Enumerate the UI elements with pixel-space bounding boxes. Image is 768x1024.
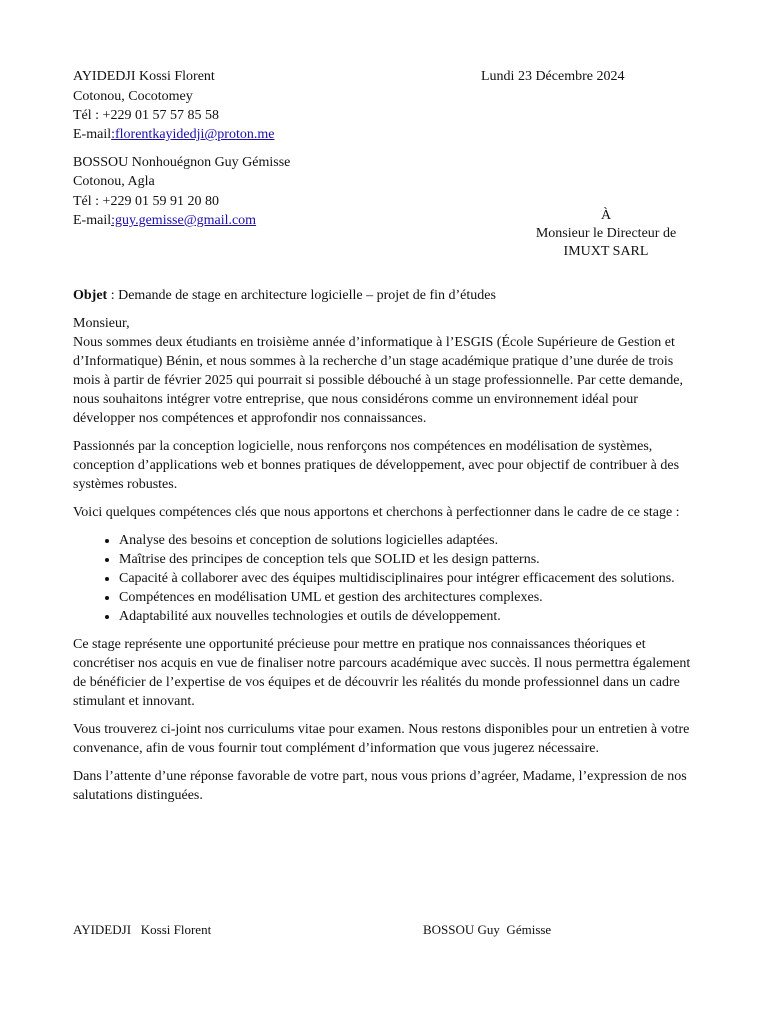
skill-item: • Adaptabilité aux nouvelles technologies et outils de développement. (119, 607, 698, 626)
skill-item: • Maîtrise des principes de conception tels que SOLID et les design patterns. (119, 550, 698, 569)
recipient-to: À (600, 208, 612, 223)
paragraph-passion: Passionnés par la conception logicielle, nous renforçons nos compétences en modélisation de systèmes, conception d’applications web et bonnes pratiques de développement, avec pour objectif de contribuer à des systèmes robustes. (73, 439, 680, 492)
skill-item: • Capacité à collaborer avec des équipes multidisciplinaires pour intégrer efficacement des solutions. (119, 569, 698, 588)
paragraph-cv: Vous trouverez ci-joint nos curriculums vitae pour examen. Nous restons disponibles pour un entretien à votre convenance, afin de vous fournir tout complément d’information que vous jugerez nécessaire. (73, 722, 690, 756)
sender2-city: Cotonou, Agla (73, 174, 155, 189)
sender1-name: AYIDEDJI Kossi Florent (73, 69, 215, 84)
skill-item: • Compétences en modélisation UML et gestion des architectures complexes. (119, 588, 698, 607)
paragraph-intro: Nous sommes deux étudiants en troisième année d’informatique à l’ESGIS (École Supérieure de Gestion et d’Informatique) Bénin, et nous sommes à la recherche d’un stage académique pratique d’une durée de trois mois à partir de février 2025 qui pourrait si possible débouché à un stage professionnelle. Par cette demande, nous souhaitons intégrer votre entreprise, que nous considérons comme un environnement idéal pour développer nos compétences et approfondir nos connaissances. (73, 335, 683, 426)
recipient-block (500, 207, 712, 261)
letter-date: Lundi 23 Décembre 2024 (481, 69, 625, 84)
sender1-email-link[interactable]: :florentkayidedji@proton.me (111, 127, 275, 142)
objet-line (73, 286, 698, 305)
email-label: E-mail (73, 127, 112, 142)
signature-right: BOSSOU Guy Gémisse (423, 922, 552, 937)
paragraph-closing: Dans l’attente d’une réponse favorable de votre part, nous vous prions d’agréer, Madame, l’expression de nos salutations distinguées. (73, 769, 687, 803)
recipient-company: IMUXT SARL (563, 244, 649, 259)
sender2-phone: Tél : +229 01 59 91 20 80 (73, 194, 219, 209)
paragraph-skills-intro: Voici quelques compétences clés que nous apportons et cherchons à perfectionner dans le cadre de ce stage : (73, 505, 680, 520)
sender2-email-link[interactable]: :guy.gemisse@gmail.com (111, 213, 257, 228)
salutation: Monsieur, (73, 316, 130, 331)
paragraph-opportunity: Ce stage représente une opportunité précieuse pour mettre en pratique nos connaissances théoriques et concrétiser nos acquis en vue de finaliser notre parcours académique avec succès. Il nous permettra également de bénéficier de l’expertise de vos équipes et de découvrir les réalités du monde professionnel dans un cadre stimulant et innovant. (73, 637, 691, 709)
sender1-phone: Tél : +229 01 57 57 85 58 (73, 108, 219, 123)
letter-body (73, 286, 698, 814)
signature-left: AYIDEDJI Kossi Florent (73, 922, 212, 937)
skills-list (73, 531, 698, 626)
sender1-city: Cotonou, Cocotomey (73, 89, 193, 104)
skill-item: • Analyse des besoins et conception de solutions logicielles adaptées. (119, 531, 698, 550)
email-label: E-mail (73, 213, 112, 228)
sender1-email-line (73, 125, 274, 144)
sender2-email-line (73, 211, 256, 230)
objet-text: : Demande de stage en architecture logicielle – projet de fin d’études (107, 288, 496, 303)
recipient-title: Monsieur le Directeur de (535, 226, 677, 241)
sender2-name: BOSSOU Nonhouégnon Guy Gémisse (73, 155, 291, 170)
objet-label: Objet (73, 288, 108, 303)
